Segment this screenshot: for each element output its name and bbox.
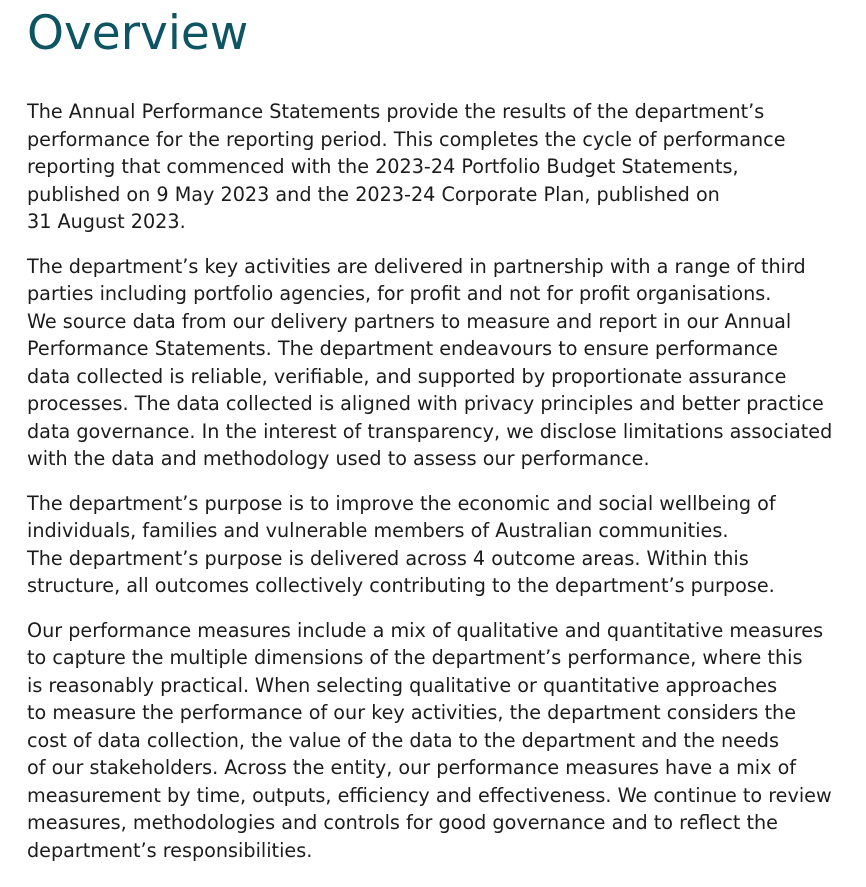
- paragraph-purpose: [27, 490, 857, 600]
- paragraph-text: [27, 617, 857, 865]
- text-line: The department’s key activities are delivered in partnership with a range of third: [27, 254, 806, 278]
- text-line: cost of data collection, the value of the data to the department and the needs: [27, 728, 779, 752]
- text-line: measures, methodologies and controls for good governance and to reflect the: [27, 811, 778, 834]
- document-body: [27, 98, 857, 864]
- text-line: processes. The data collected is aligned with privacy principles and better practice: [27, 392, 824, 415]
- text-line: The department’s purpose is delivered across 4 outcome areas. Within this: [27, 546, 749, 570]
- text-line: structure, all outcomes collectively contributing to the department’s purpose.: [27, 574, 775, 597]
- text-line: data collected is reliable, verifiable, and supported by proportionate assurance: [27, 364, 787, 388]
- text-line: measurement by time, outputs, efficiency and effectiveness. We continue to review: [27, 783, 832, 807]
- paragraph-text: [27, 253, 857, 473]
- text-line: performance for the reporting period. This completes the cycle of performance: [27, 127, 786, 151]
- page-title: Overview: [27, 6, 249, 61]
- text-line: reporting that commenced with the 2023-24 Portfolio Budget Statements,: [27, 155, 739, 178]
- text-line: published on 9 May 2023 and the 2023-24 Corporate Plan, published on: [27, 182, 720, 206]
- paragraph-text: [27, 98, 857, 236]
- paragraph-intro: [27, 98, 857, 236]
- text-line: Our performance measures include a mix of qualitative and quantitative measures: [27, 618, 824, 642]
- text-line: The department’s purpose is to improve the economic and social wellbeing of: [27, 491, 776, 515]
- paragraph-measures: [27, 617, 857, 865]
- text-line: We source data from our delivery partners to measure and report in our Annual: [27, 309, 792, 333]
- text-line: to capture the multiple dimensions of the department’s performance, where this: [27, 646, 803, 669]
- text-line: The Annual Performance Statements provide the results of the department’s: [27, 100, 765, 123]
- paragraph-partnerships: [27, 253, 857, 473]
- text-line: of our stakeholders. Across the entity, our performance measures have a mix of: [27, 756, 797, 779]
- text-line: parties including portfolio agencies, for profit and not for profit organisations.: [27, 282, 772, 305]
- text-line: data governance. In the interest of transparency, we disclose limitations associated: [27, 419, 833, 443]
- text-line: is reasonably practical. When selecting qualitative or quantitative approaches: [27, 673, 778, 697]
- text-line: Performance Statements. The department endeavours to ensure performance: [27, 337, 778, 360]
- text-line: with the data and methodology used to assess our performance.: [27, 447, 650, 470]
- text-line: department’s responsibilities.: [27, 838, 313, 862]
- text-line: to measure the performance of our key activities, the department considers the: [27, 701, 797, 724]
- document-page: [27, 0, 857, 881]
- paragraph-text: [27, 490, 857, 600]
- text-line: 31 August 2023.: [27, 210, 186, 233]
- text-line: individuals, families and vulnerable members of Australian communities.: [27, 519, 729, 542]
